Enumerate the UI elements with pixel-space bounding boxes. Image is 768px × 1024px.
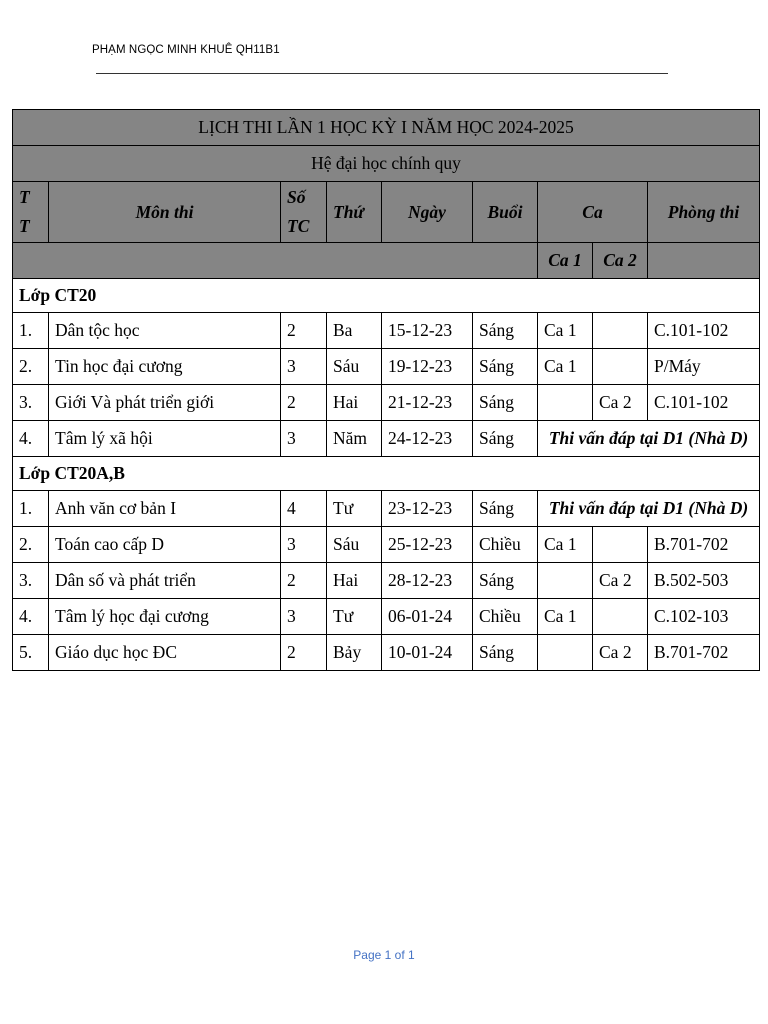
table-title-row (13, 110, 760, 146)
cell-shift2 (593, 313, 648, 349)
cell-date: 06-01-24 (382, 599, 473, 635)
cell-room: C.101-102 (648, 385, 760, 421)
cell-room: B.701-702 (648, 527, 760, 563)
cell-weekday: Sáu (327, 349, 382, 385)
cell-weekday: Năm (327, 421, 382, 457)
cell-session: Sáng (473, 421, 538, 457)
cell-weekday: Hai (327, 385, 382, 421)
cell-session: Sáng (473, 491, 538, 527)
column-header-date: Ngày (382, 182, 473, 243)
table-row (13, 313, 760, 349)
cell-credits: 3 (281, 527, 327, 563)
cell-subject: Tin học đại cương (49, 349, 281, 385)
cell-date: 23-12-23 (382, 491, 473, 527)
cell-room: P/Máy (648, 349, 760, 385)
cell-credits: 3 (281, 349, 327, 385)
cell-credits: 2 (281, 635, 327, 671)
cell-shift1: Ca 1 (538, 313, 593, 349)
cell-date: 10-01-24 (382, 635, 473, 671)
cell-shift2 (593, 527, 648, 563)
cell-subject: Anh văn cơ bản I (49, 491, 281, 527)
cell-credits: 3 (281, 599, 327, 635)
cell-stt: 3. (13, 385, 49, 421)
cell-weekday: Tư (327, 599, 382, 635)
cell-room: B.701-702 (648, 635, 760, 671)
cell-weekday: Tư (327, 491, 382, 527)
cell-shift2: Ca 2 (593, 563, 648, 599)
cell-date: 28-12-23 (382, 563, 473, 599)
cell-room: B.502-503 (648, 563, 760, 599)
document-header-name: PHẠM NGỌC MINH KHUÊ QH11B1 (92, 44, 280, 56)
cell-session: Chiều (473, 527, 538, 563)
table-subtitle-row (13, 146, 760, 182)
table-row (13, 349, 760, 385)
column-header-credits: Số TC (281, 182, 327, 243)
subheader-blank-room (648, 243, 760, 279)
column-header-row (13, 182, 760, 243)
column-header-shift2: Ca 2 (593, 243, 648, 279)
cell-subject: Giới Và phát triển giới (49, 385, 281, 421)
cell-credits: 4 (281, 491, 327, 527)
cell-stt: 2. (13, 527, 49, 563)
table-row (13, 599, 760, 635)
cell-exam-note: Thi vấn đáp tại D1 (Nhà D) (538, 421, 760, 457)
cell-date: 24-12-23 (382, 421, 473, 457)
column-header-room: Phòng thi (648, 182, 760, 243)
class-group-label: Lớp CT20A,B (13, 457, 760, 491)
table-row (13, 527, 760, 563)
cell-stt: 1. (13, 491, 49, 527)
cell-date: 21-12-23 (382, 385, 473, 421)
cell-weekday: Bảy (327, 635, 382, 671)
cell-date: 25-12-23 (382, 527, 473, 563)
column-header-shift: Ca (538, 182, 648, 243)
table-row (13, 563, 760, 599)
cell-subject: Dân tộc học (49, 313, 281, 349)
cell-shift1: Ca 1 (538, 599, 593, 635)
cell-session: Sáng (473, 635, 538, 671)
cell-date: 19-12-23 (382, 349, 473, 385)
cell-session: Sáng (473, 349, 538, 385)
cell-shift1: Ca 1 (538, 527, 593, 563)
cell-shift1 (538, 563, 593, 599)
table-row (13, 635, 760, 671)
column-header-stt: T T (13, 182, 49, 243)
page-number-footer: Page 1 of 1 (353, 948, 415, 962)
shift-subheader-row (13, 243, 760, 279)
column-header-subject: Môn thi (49, 182, 281, 243)
cell-shift1 (538, 385, 593, 421)
cell-subject: Toán cao cấp D (49, 527, 281, 563)
cell-subject: Dân số và phát triển (49, 563, 281, 599)
cell-session: Sáng (473, 313, 538, 349)
cell-stt: 1. (13, 313, 49, 349)
cell-weekday: Sáu (327, 527, 382, 563)
cell-credits: 2 (281, 385, 327, 421)
subheader-blank (13, 243, 538, 279)
cell-stt: 3. (13, 563, 49, 599)
cell-room: C.101-102 (648, 313, 760, 349)
cell-subject: Giáo dục học ĐC (49, 635, 281, 671)
cell-session: Sáng (473, 563, 538, 599)
cell-room: C.102-103 (648, 599, 760, 635)
column-header-shift1: Ca 1 (538, 243, 593, 279)
table-row (13, 491, 760, 527)
table-row (13, 385, 760, 421)
cell-weekday: Ba (327, 313, 382, 349)
class-group-row (13, 457, 760, 491)
cell-shift2 (593, 349, 648, 385)
cell-shift2: Ca 2 (593, 635, 648, 671)
cell-subject: Tâm lý xã hội (49, 421, 281, 457)
cell-credits: 2 (281, 563, 327, 599)
cell-stt: 4. (13, 599, 49, 635)
cell-shift2: Ca 2 (593, 385, 648, 421)
exam-schedule-table (12, 109, 760, 671)
cell-stt: 5. (13, 635, 49, 671)
table-row (13, 421, 760, 457)
cell-subject: Tâm lý học đại cương (49, 599, 281, 635)
class-group-label: Lớp CT20 (13, 279, 760, 313)
column-header-session: Buổi (473, 182, 538, 243)
cell-shift1 (538, 635, 593, 671)
class-group-row (13, 279, 760, 313)
table-subtitle: Hệ đại học chính quy (13, 146, 760, 182)
cell-session: Chiều (473, 599, 538, 635)
table-title: LỊCH THI LẦN 1 HỌC KỲ I NĂM HỌC 2024-2025 (13, 110, 760, 146)
cell-session: Sáng (473, 385, 538, 421)
cell-credits: 3 (281, 421, 327, 457)
cell-stt: 4. (13, 421, 49, 457)
cell-exam-note: Thi vấn đáp tại D1 (Nhà D) (538, 491, 760, 527)
cell-weekday: Hai (327, 563, 382, 599)
column-header-weekday: Thứ (327, 182, 382, 243)
header-divider (96, 73, 668, 74)
cell-stt: 2. (13, 349, 49, 385)
cell-credits: 2 (281, 313, 327, 349)
cell-shift2 (593, 599, 648, 635)
cell-shift1: Ca 1 (538, 349, 593, 385)
cell-date: 15-12-23 (382, 313, 473, 349)
